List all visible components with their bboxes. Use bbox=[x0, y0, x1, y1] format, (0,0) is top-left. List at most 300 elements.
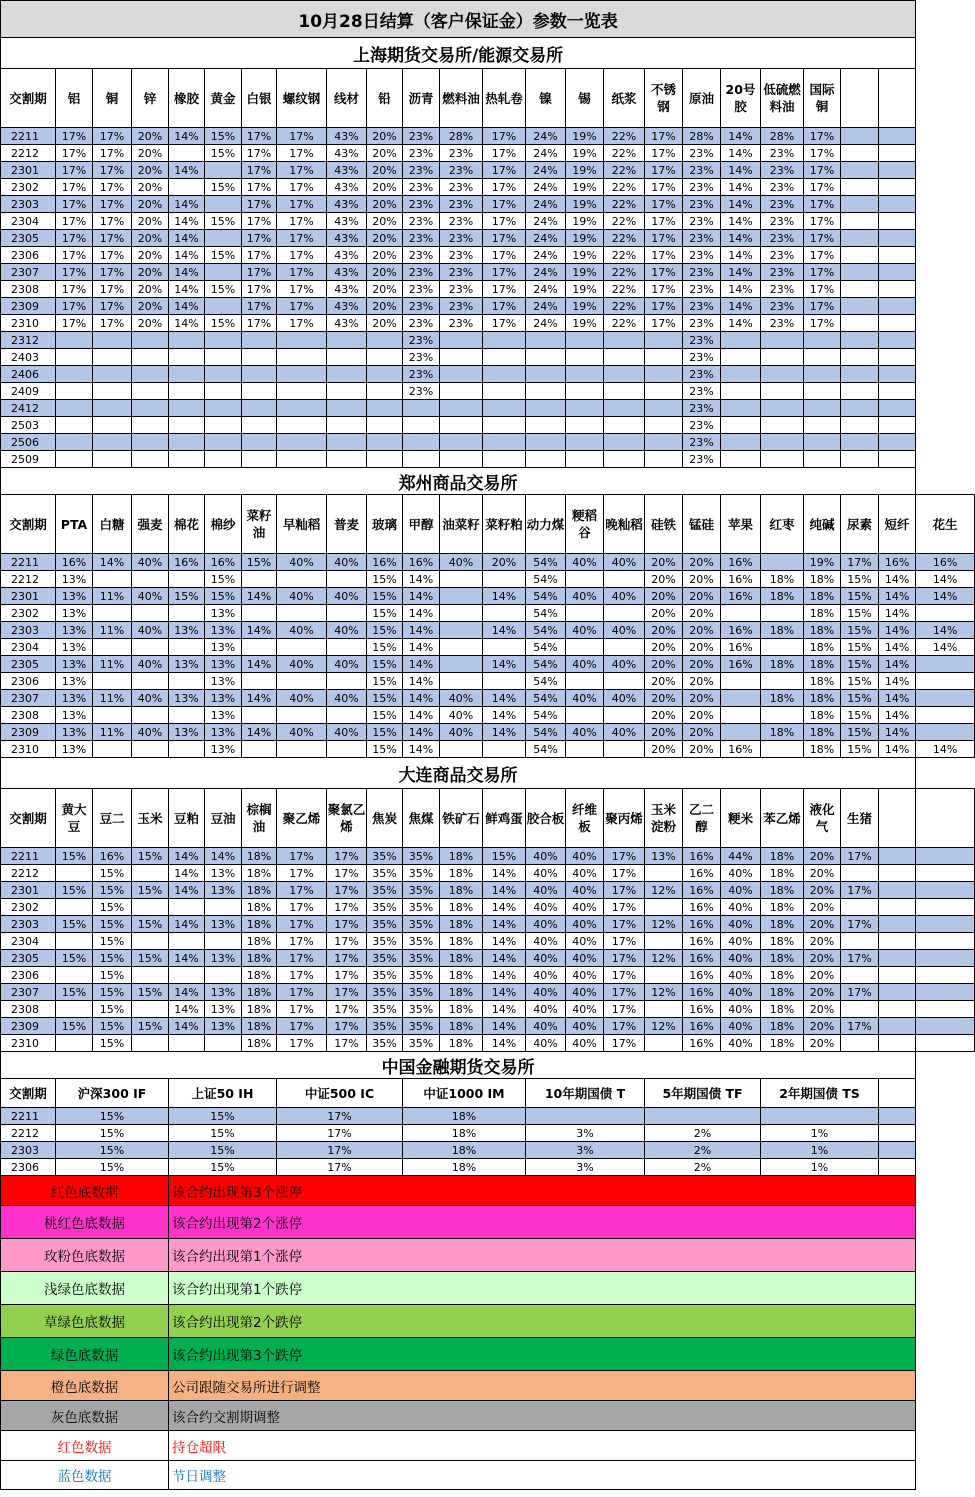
delivery-period-cell: 2212 bbox=[1, 865, 56, 882]
margin-cell bbox=[841, 247, 879, 264]
margin-cell bbox=[916, 1001, 975, 1018]
margin-cell: 15% bbox=[93, 933, 132, 950]
margin-cell: 23% bbox=[403, 179, 440, 196]
margin-cell: 15% bbox=[169, 1142, 277, 1159]
margin-cell: 17% bbox=[56, 196, 93, 213]
margin-cell bbox=[56, 332, 93, 349]
margin-cell: 18% bbox=[440, 848, 483, 865]
margin-cell: 17% bbox=[56, 162, 93, 179]
margin-cell bbox=[242, 434, 277, 451]
margin-cell bbox=[879, 933, 916, 950]
margin-cell: 13% bbox=[205, 605, 242, 622]
margin-cell: 18% bbox=[761, 588, 804, 605]
margin-cell: 23% bbox=[683, 434, 721, 451]
margin-cell bbox=[645, 1001, 683, 1018]
margin-cell bbox=[205, 196, 242, 213]
margin-cell: 20% bbox=[132, 128, 169, 145]
margin-cell bbox=[56, 899, 93, 916]
column-header: 中证1000 IM bbox=[403, 1079, 526, 1108]
margin-cell: 20% bbox=[645, 554, 683, 571]
margin-cell bbox=[483, 349, 526, 366]
margin-cell bbox=[841, 196, 879, 213]
margin-cell: 18% bbox=[440, 984, 483, 1001]
margin-cell bbox=[242, 639, 277, 656]
margin-cell: 23% bbox=[683, 451, 721, 468]
margin-cell bbox=[841, 128, 879, 145]
margin-cell bbox=[169, 899, 205, 916]
margin-cell: 23% bbox=[403, 213, 440, 230]
margin-cell: 15% bbox=[205, 588, 242, 605]
table-row bbox=[1, 656, 975, 673]
margin-cell bbox=[841, 899, 879, 916]
margin-cell: 19% bbox=[566, 213, 604, 230]
margin-cell: 18% bbox=[242, 916, 277, 933]
margin-cell bbox=[841, 315, 879, 332]
margin-cell bbox=[242, 417, 277, 434]
margin-cell bbox=[367, 400, 403, 417]
delivery-period-cell: 2307 bbox=[1, 264, 56, 281]
margin-cell: 15% bbox=[205, 145, 242, 162]
margin-cell: 43% bbox=[327, 247, 367, 264]
margin-cell: 17% bbox=[841, 950, 879, 967]
margin-cell: 20% bbox=[804, 984, 841, 1001]
margin-cell bbox=[277, 673, 327, 690]
margin-cell: 20% bbox=[367, 145, 403, 162]
margin-cell: 17% bbox=[93, 264, 132, 281]
margin-cell: 40% bbox=[526, 1018, 566, 1035]
margin-cell: 40% bbox=[566, 950, 604, 967]
margin-cell: 17% bbox=[645, 128, 683, 145]
margin-cell: 15% bbox=[367, 639, 403, 656]
margin-cell: 12% bbox=[645, 916, 683, 933]
legend-description: 公司跟随交易所进行调整 bbox=[169, 1371, 916, 1401]
margin-cell: 40% bbox=[566, 690, 604, 707]
margin-cell: 17% bbox=[56, 230, 93, 247]
margin-cell: 22% bbox=[604, 230, 645, 247]
margin-cell: 35% bbox=[403, 1018, 440, 1035]
margin-cell bbox=[132, 605, 169, 622]
margin-cell bbox=[440, 741, 483, 758]
margin-cell: 17% bbox=[242, 264, 277, 281]
margin-cell bbox=[721, 451, 761, 468]
margin-cell bbox=[916, 916, 975, 933]
margin-cell: 40% bbox=[721, 899, 761, 916]
margin-cell: 15% bbox=[367, 673, 403, 690]
margin-cell bbox=[93, 673, 132, 690]
margin-cell bbox=[132, 451, 169, 468]
margin-cell bbox=[721, 383, 761, 400]
margin-cell: 23% bbox=[440, 145, 483, 162]
margin-cell: 17% bbox=[327, 916, 367, 933]
column-header: 晚籼稻 bbox=[604, 495, 645, 554]
margin-cell: 14% bbox=[483, 690, 526, 707]
margin-cell: 20% bbox=[367, 298, 403, 315]
margin-cell bbox=[242, 741, 277, 758]
margin-cell: 18% bbox=[440, 899, 483, 916]
margin-cell bbox=[604, 417, 645, 434]
margin-cell: 22% bbox=[604, 128, 645, 145]
table-row bbox=[1, 1142, 975, 1159]
margin-cell: 20% bbox=[645, 690, 683, 707]
margin-cell: 18% bbox=[242, 950, 277, 967]
column-header: 聚丙烯 bbox=[604, 789, 645, 848]
margin-cell: 14% bbox=[483, 899, 526, 916]
margin-cell bbox=[604, 639, 645, 656]
margin-cell: 35% bbox=[367, 899, 403, 916]
margin-cell: 23% bbox=[440, 264, 483, 281]
margin-cell: 17% bbox=[277, 1125, 403, 1142]
margin-cell bbox=[483, 605, 526, 622]
margin-cell: 35% bbox=[403, 933, 440, 950]
margin-cell bbox=[916, 848, 975, 865]
column-header: 油菜籽 bbox=[440, 495, 483, 554]
margin-cell: 20% bbox=[804, 967, 841, 984]
margin-cell: 14% bbox=[169, 848, 205, 865]
margin-cell: 16% bbox=[721, 554, 761, 571]
margin-cell: 22% bbox=[604, 298, 645, 315]
margin-cell: 13% bbox=[56, 690, 93, 707]
margin-cell: 18% bbox=[440, 1018, 483, 1035]
delivery-period-cell: 2305 bbox=[1, 230, 56, 247]
margin-cell: 17% bbox=[242, 179, 277, 196]
margin-cell bbox=[879, 451, 916, 468]
margin-cell: 13% bbox=[205, 656, 242, 673]
margin-cell: 15% bbox=[367, 605, 403, 622]
margin-cell: 40% bbox=[566, 865, 604, 882]
margin-cell bbox=[169, 967, 205, 984]
table-row bbox=[1, 196, 975, 213]
legend-description: 该合约出现第1个涨停 bbox=[169, 1239, 916, 1272]
margin-cell bbox=[879, 162, 916, 179]
column-header: 中证500 IC bbox=[277, 1079, 403, 1108]
column-header: 乙二醇 bbox=[683, 789, 721, 848]
column-header: 玉米淀粉 bbox=[645, 789, 683, 848]
margin-cell: 17% bbox=[327, 1035, 367, 1052]
margin-cell bbox=[645, 967, 683, 984]
margin-cell: 17% bbox=[277, 1018, 327, 1035]
margin-cell: 17% bbox=[56, 315, 93, 332]
margin-cell: 14% bbox=[483, 984, 526, 1001]
margin-cell bbox=[879, 196, 916, 213]
margin-cell: 13% bbox=[205, 1018, 242, 1035]
margin-cell: 20% bbox=[132, 145, 169, 162]
margin-cell: 20% bbox=[645, 673, 683, 690]
legend-label: 红色数据 bbox=[1, 1431, 169, 1461]
table-row bbox=[1, 1125, 975, 1142]
table-row bbox=[1, 707, 975, 724]
table-row bbox=[1, 264, 975, 281]
margin-cell bbox=[916, 899, 975, 916]
legend-description: 持仓超限 bbox=[169, 1431, 916, 1461]
legend-row bbox=[1, 1305, 975, 1338]
margin-cell bbox=[483, 741, 526, 758]
margin-cell: 24% bbox=[526, 145, 566, 162]
margin-cell bbox=[879, 230, 916, 247]
margin-cell bbox=[440, 639, 483, 656]
margin-cell: 14% bbox=[483, 707, 526, 724]
table-row bbox=[1, 417, 975, 434]
margin-cell: 23% bbox=[440, 247, 483, 264]
margin-cell: 40% bbox=[721, 865, 761, 882]
margin-cell: 20% bbox=[804, 865, 841, 882]
column-header: 强麦 bbox=[132, 495, 169, 554]
margin-cell bbox=[526, 383, 566, 400]
margin-cell bbox=[169, 933, 205, 950]
margin-cell: 15% bbox=[132, 848, 169, 865]
margin-cell: 19% bbox=[566, 315, 604, 332]
margin-cell: 40% bbox=[566, 656, 604, 673]
margin-cell: 14% bbox=[403, 707, 440, 724]
delivery-period-cell: 2302 bbox=[1, 899, 56, 916]
margin-cell: 17% bbox=[604, 865, 645, 882]
margin-cell bbox=[169, 383, 205, 400]
margin-cell: 18% bbox=[761, 933, 804, 950]
margin-cell: 12% bbox=[645, 1018, 683, 1035]
margin-cell: 40% bbox=[566, 984, 604, 1001]
column-header: 白糖 bbox=[93, 495, 132, 554]
margin-cell: 17% bbox=[277, 315, 327, 332]
margin-cell: 18% bbox=[761, 1035, 804, 1052]
margin-cell: 14% bbox=[483, 656, 526, 673]
margin-cell: 17% bbox=[604, 899, 645, 916]
margin-cell: 13% bbox=[56, 588, 93, 605]
margin-cell: 23% bbox=[761, 315, 804, 332]
margin-cell: 40% bbox=[132, 588, 169, 605]
table-row bbox=[1, 349, 975, 366]
margin-cell: 22% bbox=[604, 247, 645, 264]
margin-cell: 13% bbox=[56, 639, 93, 656]
margin-cell: 35% bbox=[367, 882, 403, 899]
margin-cell: 40% bbox=[566, 554, 604, 571]
margin-cell bbox=[56, 434, 93, 451]
margin-cell: 17% bbox=[604, 950, 645, 967]
margin-cell: 3% bbox=[526, 1142, 645, 1159]
margin-cell bbox=[645, 349, 683, 366]
margin-cell: 11% bbox=[93, 690, 132, 707]
margin-cell: 40% bbox=[526, 865, 566, 882]
column-header: 交割期 bbox=[1, 69, 56, 128]
margin-cell: 14% bbox=[169, 865, 205, 882]
margin-cell: 35% bbox=[367, 984, 403, 1001]
margin-cell: 20% bbox=[132, 162, 169, 179]
margin-cell bbox=[879, 1142, 916, 1159]
margin-cell bbox=[440, 622, 483, 639]
margin-cell: 15% bbox=[841, 605, 879, 622]
margin-cell bbox=[132, 967, 169, 984]
margin-cell: 18% bbox=[761, 984, 804, 1001]
table-row bbox=[1, 315, 975, 332]
margin-cell bbox=[367, 417, 403, 434]
margin-cell: 28% bbox=[683, 128, 721, 145]
column-header: 液化气 bbox=[804, 789, 841, 848]
margin-cell: 14% bbox=[169, 281, 205, 298]
margin-cell bbox=[879, 1001, 916, 1018]
margin-cell: 11% bbox=[93, 588, 132, 605]
margin-cell bbox=[327, 417, 367, 434]
column-header: 沥青 bbox=[403, 69, 440, 128]
margin-cell: 17% bbox=[483, 298, 526, 315]
margin-cell bbox=[277, 741, 327, 758]
margin-cell: 13% bbox=[56, 656, 93, 673]
margin-cell: 17% bbox=[327, 933, 367, 950]
margin-cell: 17% bbox=[327, 950, 367, 967]
margin-cell: 17% bbox=[277, 848, 327, 865]
margin-cell: 17% bbox=[483, 264, 526, 281]
margin-cell: 54% bbox=[526, 605, 566, 622]
margin-cell bbox=[169, 366, 205, 383]
margin-cell: 35% bbox=[403, 1035, 440, 1052]
margin-cell: 24% bbox=[526, 298, 566, 315]
margin-cell bbox=[93, 707, 132, 724]
legend-label: 蓝色数据 bbox=[1, 1461, 169, 1490]
margin-cell: 15% bbox=[205, 571, 242, 588]
margin-cell: 35% bbox=[367, 967, 403, 984]
column-header: 纤维板 bbox=[566, 789, 604, 848]
margin-cell: 17% bbox=[327, 967, 367, 984]
margin-cell bbox=[761, 366, 804, 383]
margin-cell bbox=[132, 673, 169, 690]
margin-cell bbox=[56, 417, 93, 434]
margin-cell: 14% bbox=[403, 571, 440, 588]
margin-cell bbox=[841, 400, 879, 417]
margin-cell: 20% bbox=[683, 724, 721, 741]
margin-cell: 23% bbox=[440, 213, 483, 230]
column-header: 普麦 bbox=[327, 495, 367, 554]
margin-cell bbox=[645, 332, 683, 349]
margin-cell bbox=[205, 230, 242, 247]
margin-cell: 3% bbox=[526, 1125, 645, 1142]
margin-cell: 40% bbox=[604, 554, 645, 571]
margin-cell bbox=[916, 673, 975, 690]
column-header: 玉米 bbox=[132, 789, 169, 848]
margin-cell bbox=[169, 673, 205, 690]
column-header: 燃料油 bbox=[440, 69, 483, 128]
margin-cell: 18% bbox=[242, 1001, 277, 1018]
margin-cell bbox=[242, 366, 277, 383]
margin-cell: 43% bbox=[327, 298, 367, 315]
column-header: 胶合板 bbox=[526, 789, 566, 848]
margin-cell: 43% bbox=[327, 196, 367, 213]
legend-description: 该合约出现第3个涨停 bbox=[169, 1176, 916, 1206]
margin-cell bbox=[56, 1001, 93, 1018]
margin-cell: 20% bbox=[132, 315, 169, 332]
margin-cell: 17% bbox=[242, 281, 277, 298]
margin-cell: 17% bbox=[93, 179, 132, 196]
margin-cell: 54% bbox=[526, 724, 566, 741]
margin-cell bbox=[56, 865, 93, 882]
margin-cell bbox=[841, 967, 879, 984]
legend-label: 红色底数据 bbox=[1, 1176, 169, 1206]
margin-cell: 17% bbox=[277, 865, 327, 882]
margin-cell: 16% bbox=[916, 554, 975, 571]
margin-cell: 15% bbox=[367, 690, 403, 707]
delivery-period-cell: 2305 bbox=[1, 656, 56, 673]
margin-cell bbox=[761, 639, 804, 656]
margin-cell bbox=[804, 383, 841, 400]
margin-cell bbox=[205, 366, 242, 383]
margin-cell: 17% bbox=[645, 298, 683, 315]
margin-cell: 13% bbox=[56, 741, 93, 758]
margin-cell bbox=[841, 1035, 879, 1052]
margin-cell bbox=[327, 451, 367, 468]
margin-cell: 13% bbox=[205, 707, 242, 724]
margin-cell bbox=[483, 332, 526, 349]
margin-cell: 40% bbox=[566, 1035, 604, 1052]
margin-cell bbox=[604, 707, 645, 724]
margin-cell: 40% bbox=[132, 554, 169, 571]
margin-cell: 54% bbox=[526, 707, 566, 724]
margin-cell bbox=[645, 400, 683, 417]
margin-cell bbox=[277, 451, 327, 468]
margin-cell bbox=[169, 349, 205, 366]
margin-cell bbox=[526, 366, 566, 383]
margin-cell: 24% bbox=[526, 247, 566, 264]
margin-cell bbox=[483, 417, 526, 434]
margin-cell: 40% bbox=[604, 690, 645, 707]
margin-cell bbox=[327, 349, 367, 366]
delivery-period-cell: 2303 bbox=[1, 196, 56, 213]
margin-cell: 23% bbox=[440, 196, 483, 213]
margin-cell bbox=[566, 639, 604, 656]
margin-cell: 2% bbox=[645, 1159, 761, 1176]
table-row bbox=[1, 451, 975, 468]
margin-cell: 20% bbox=[132, 213, 169, 230]
margin-cell bbox=[132, 1001, 169, 1018]
margin-cell: 18% bbox=[403, 1142, 526, 1159]
margin-cell: 17% bbox=[242, 128, 277, 145]
margin-cell bbox=[242, 673, 277, 690]
margin-cell bbox=[645, 366, 683, 383]
margin-cell bbox=[242, 707, 277, 724]
margin-cell: 15% bbox=[56, 1142, 169, 1159]
margin-cell: 24% bbox=[526, 162, 566, 179]
margin-cell bbox=[132, 400, 169, 417]
margin-cell: 20% bbox=[132, 179, 169, 196]
margin-cell bbox=[205, 967, 242, 984]
margin-cell: 19% bbox=[566, 230, 604, 247]
margin-cell: 20% bbox=[367, 179, 403, 196]
margin-cell: 13% bbox=[205, 916, 242, 933]
margin-cell bbox=[804, 451, 841, 468]
margin-cell bbox=[277, 400, 327, 417]
margin-cell bbox=[205, 162, 242, 179]
column-header: 短纤 bbox=[879, 495, 916, 554]
column-header: 棉纱 bbox=[205, 495, 242, 554]
margin-cell bbox=[205, 383, 242, 400]
legend-row bbox=[1, 1176, 975, 1206]
margin-cell: 15% bbox=[56, 848, 93, 865]
margin-cell: 14% bbox=[879, 673, 916, 690]
delivery-period-cell: 2308 bbox=[1, 281, 56, 298]
margin-cell: 17% bbox=[242, 213, 277, 230]
table-row bbox=[1, 950, 975, 967]
margin-cell: 20% bbox=[804, 1018, 841, 1035]
margin-cell: 18% bbox=[761, 865, 804, 882]
legend-description: 该合约出现第2个跌停 bbox=[169, 1305, 916, 1338]
margin-cell: 24% bbox=[526, 213, 566, 230]
margin-cell bbox=[841, 281, 879, 298]
margin-cell bbox=[721, 366, 761, 383]
margin-cell bbox=[205, 400, 242, 417]
margin-cell: 17% bbox=[93, 281, 132, 298]
margin-cell: 18% bbox=[440, 865, 483, 882]
margin-cell bbox=[56, 366, 93, 383]
margin-cell: 17% bbox=[56, 247, 93, 264]
margin-cell bbox=[440, 400, 483, 417]
margin-cell: 40% bbox=[721, 933, 761, 950]
margin-cell: 14% bbox=[721, 315, 761, 332]
margin-cell bbox=[327, 673, 367, 690]
